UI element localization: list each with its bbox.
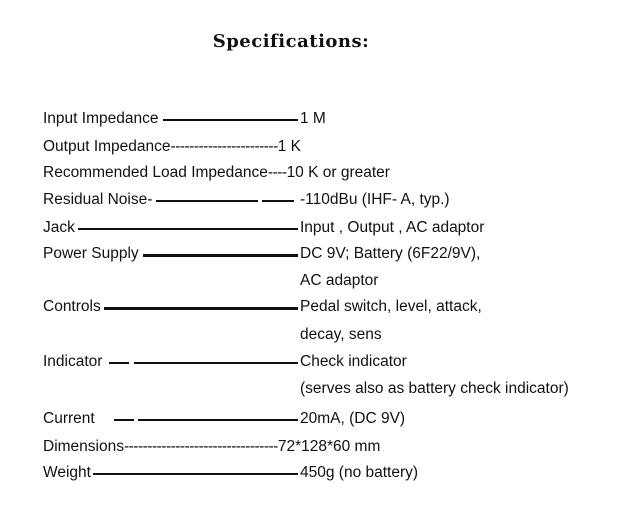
spec-dashes: --------------------------------- xyxy=(123,438,278,455)
spec-weight xyxy=(43,464,91,482)
spec-value-continued: decay, sens xyxy=(300,326,382,343)
spec-label: Power Supply xyxy=(43,245,139,262)
spec-value: 1 K xyxy=(277,138,302,155)
leader-line xyxy=(93,473,298,475)
spec-controls xyxy=(43,298,101,316)
spec-input-impedance xyxy=(43,110,158,128)
leader-line xyxy=(109,362,129,364)
spec-value: 10 K or greater xyxy=(286,164,390,181)
spec-label: Output Impedance xyxy=(43,138,171,155)
spec-power-supply xyxy=(43,245,139,263)
spec-label: Weight xyxy=(43,464,91,481)
spec-label: Controls xyxy=(43,298,101,315)
spec-current xyxy=(43,410,95,428)
spec-value: 450g (no battery) xyxy=(300,464,419,481)
leader-line xyxy=(156,200,258,202)
spec-value: Pedal switch, level, attack, xyxy=(300,298,482,315)
spec-label: Current xyxy=(43,410,95,427)
spec-label: Recommended Load Impedance xyxy=(43,164,268,181)
leader-line xyxy=(104,307,298,310)
spec-indicator xyxy=(43,353,102,371)
spec-label: Jack xyxy=(43,219,75,236)
spec-label: Input Impedance xyxy=(43,110,159,127)
spec-recommended-load-impedance xyxy=(43,164,390,182)
spec-value: 1 M xyxy=(300,110,326,127)
spec-dimensions xyxy=(43,438,380,456)
leader-line xyxy=(143,254,298,257)
spec-residual-noise xyxy=(43,191,152,209)
spec-value: -110dBu (IHF- A, typ.) xyxy=(300,191,450,208)
leader-line xyxy=(138,419,298,421)
spec-value-continued: AC adaptor xyxy=(300,272,379,289)
spec-dashes: ----------------------- xyxy=(170,138,278,155)
spec-label: Dimensions xyxy=(43,438,124,455)
spec-value: 20mA, (DC 9V) xyxy=(300,410,406,427)
spec-output-impedance xyxy=(43,138,301,156)
spec-value-continued: (serves also as battery check indicator) xyxy=(300,380,569,397)
leader-line xyxy=(78,228,298,230)
leader-line xyxy=(163,119,298,121)
leader-line xyxy=(114,419,134,421)
spec-jack xyxy=(43,219,75,237)
spec-value: DC 9V; Battery (6F22/9V), xyxy=(300,245,481,262)
leader-line xyxy=(134,362,298,364)
spec-value: Check indicator xyxy=(300,353,407,370)
spec-label: Indicator xyxy=(43,353,103,370)
leader-line xyxy=(262,200,294,202)
spec-label: Residual Noise- xyxy=(43,191,153,208)
spec-value: 72*128*60 mm xyxy=(277,438,381,455)
spec-value: Input , Output , AC adaptor xyxy=(300,219,485,236)
page-title: Specifications: xyxy=(212,31,370,52)
spec-dashes: ---- xyxy=(267,164,287,181)
